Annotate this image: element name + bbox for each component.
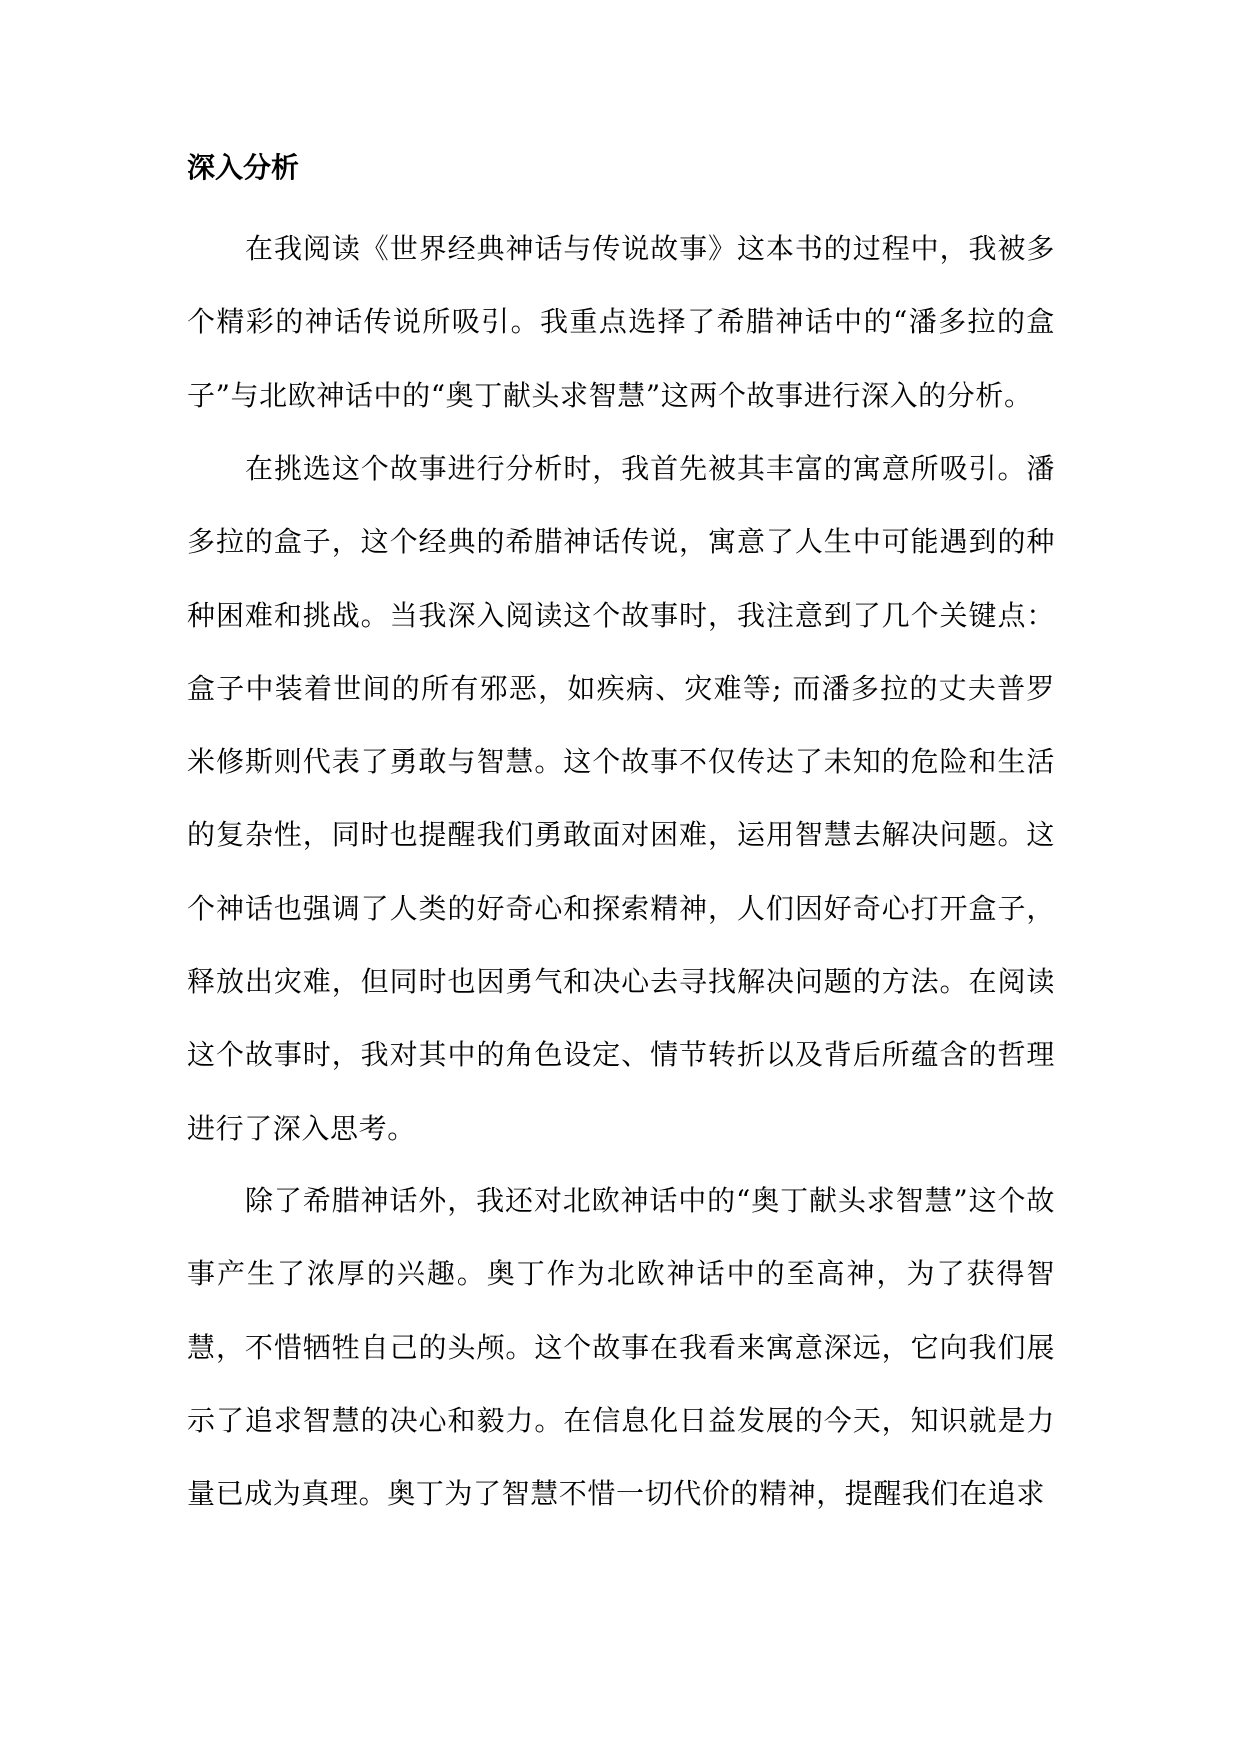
paragraph-intro: 在我阅读《世界经典神话与传说故事》这本书的过程中，我被多个精彩的神话传说所吸引。我重点选择了希腊神话中的“潘多拉的盒子”与北欧神话中的“奥丁献头求智慧”这两个故事进行深入的分析。 <box>187 232 1055 412</box>
paragraph-pandora: 在挑选这个故事进行分析时，我首先被其丰富的寓意所吸引。潘多拉的盒子，这个经典的希腊神话传说，寓意了人生中可能遇到的种种困难和挑战。当我深入阅读这个故事时，我注意到了几个关键点：盒子中装着世间的所有邪恶，如疾病、灾难等; 而潘多拉的丈夫普罗米修斯则代表了勇敢与智慧。这个故事不仅传达了未知的危险和生活的复杂性，同时也提醒我们勇敢面对困难，运用智慧去解决问题。这个神话也强调了人类的好奇心和探索精神，人们因好奇心打开盒子，释放出灾难，但同时也因勇气和决心去寻找解决问题的方法。在阅读这个故事时，我对其中的角色设定、情节转折以及背后所蕴含的哲理进行了深入思考。 <box>187 452 1055 1145</box>
section-heading: 深入分析 <box>187 151 300 184</box>
paragraph-odin: 除了希腊神话外，我还对北欧神话中的“奥丁献头求智慧”这个故事产生了浓厚的兴趣。奥丁作为北欧神话中的至高神，为了获得智慧，不惜牺牲自己的头颅。这个故事在我看来寓意深远，它向我们展示了追求智慧的决心和毅力。在信息化日益发展的今天，知识就是力量已成为真理。奥丁为了智慧不惜一切代价的精神，提醒我们在追求 <box>187 1184 1055 1511</box>
